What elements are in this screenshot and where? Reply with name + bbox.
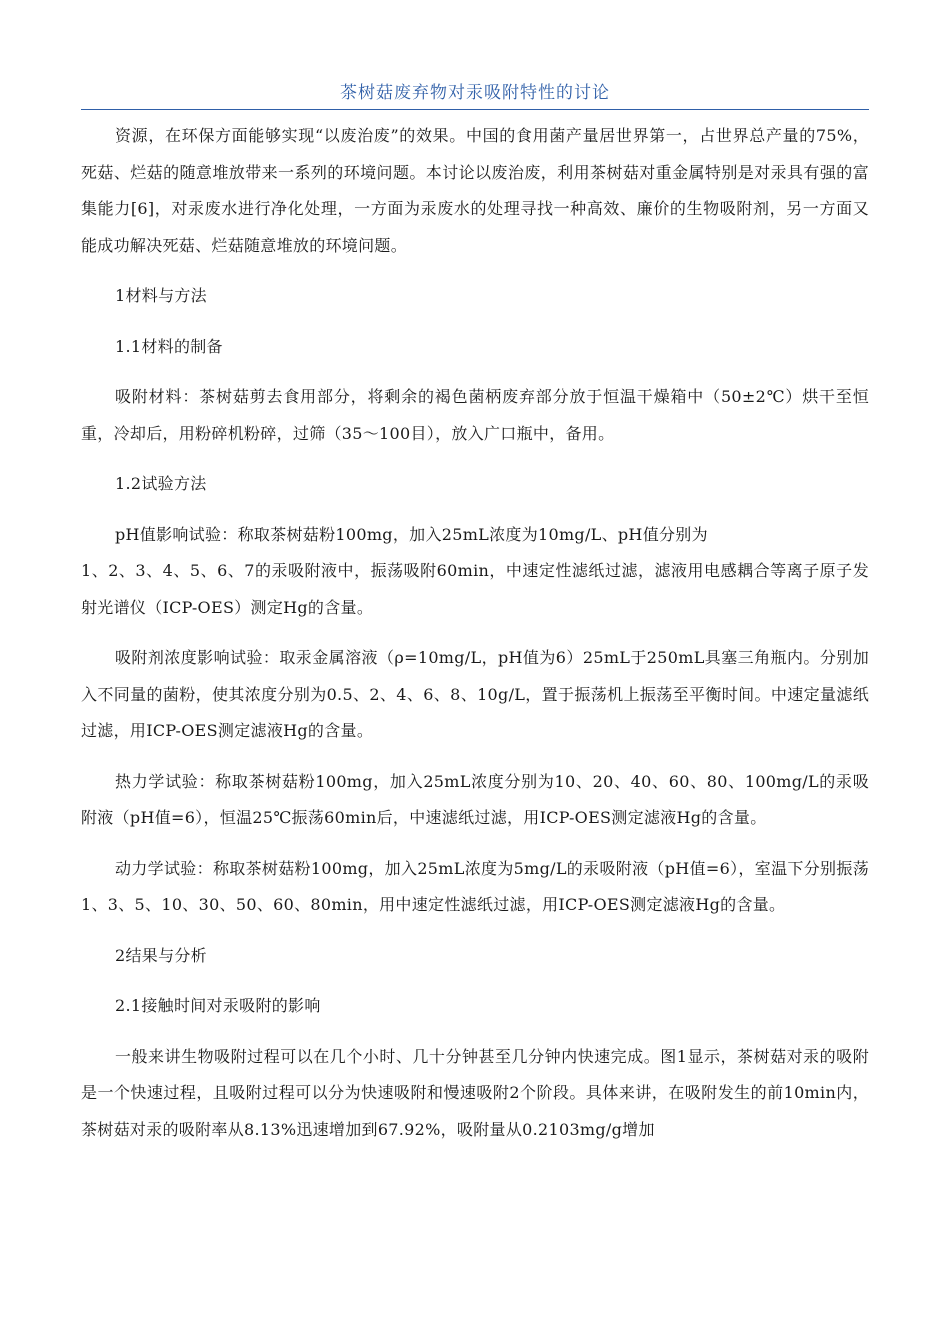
paragraph-contact-time: 一般来讲生物吸附过程可以在几个小时、几十分钟甚至几分钟内快速完成。图1显示，茶树菇对汞的吸附是一个快速过程，且吸附过程可以分为快速吸附和慢速吸附2个阶段。具体来讲，在吸附发生的前10min内，茶树菇对汞的吸附率从8.13%迅速增加到67.92%，吸附量从0.2103mg/g增加: [81, 1046, 869, 1139]
subsection-heading-1-1: 1.1材料的制备: [115, 336, 223, 356]
subsection-heading-2-1: 2.1接触时间对汞吸附的影响: [115, 996, 321, 1015]
running-header-title: 茶树菇废弃物对汞吸附特性的讨论: [340, 83, 610, 103]
section-heading-1: 1材料与方法: [115, 286, 207, 305]
document-body: [81, 118, 869, 1162]
paragraph-ph-test-cont: 1、2、3、4、5、6、7的汞吸附液中，振荡吸附60min，中速定性滤纸过滤，滤液用电感耦合等离子原子发射光谱仪（ICP-OES）测定Hg的含量。: [81, 561, 869, 617]
paragraph-ph-test-line1: pH值影响试验：称取茶树菇粉100mg，加入25mL浓度为10mg/L、pH值分别为: [115, 524, 708, 544]
paragraph-thermodynamics-test: 热力学试验：称取茶树菇粉100mg，加入25mL浓度分别为10、20、40、60、80、100mg/L的汞吸附液（pH值=6），恒温25℃振荡60min后，中速滤纸过滤，用ICP-OES测定滤液Hg的含量。: [81, 771, 869, 827]
header-rule: [81, 109, 869, 110]
paragraph-materials: 吸附材料：茶树菇剪去食用部分，将剩余的褐色菌柄废弃部分放于恒温干燥箱中（50±2℃）烘干至恒重，冷却后，用粉碎机粉碎，过筛（35～100目），放入广口瓶中，备用。: [81, 387, 869, 443]
paragraph-intro: 资源，在环保方面能够实现“以废治废”的效果。中国的食用菌产量居世界第一，占世界总产量的75%，死菇、烂菇的随意堆放带来一系列的环境问题。本讨论以废治废，利用茶树菇对重金属特别是对汞具有强的富集能力[6]，对汞废水进行净化处理，一方面为汞废水的处理寻找一种高效、廉价的生物吸附剂，另一方面又能成功解决死菇、烂菇随意堆放的环境问题。: [81, 126, 869, 255]
section-heading-2: 2结果与分析: [115, 945, 207, 965]
paragraph-kinetics-test: 动力学试验：称取茶树菇粉100mg，加入25mL浓度为5mg/L的汞吸附液（pH值=6），室温下分别振荡1、3、5、10、30、50、60、80min，用中速定性滤纸过滤，用ICP-OES测定滤液Hg的含量。: [81, 858, 869, 914]
paragraph-adsorbent-dose-test: 吸附剂浓度影响试验：取汞金属溶液（ρ=10mg/L，pH值为6）25mL于250mL具塞三角瓶内。分别加入不同量的菌粉，使其浓度分别为0.5、2、4、6、8、10g/L，置于振荡机上振荡至平衡时间。中速定量滤纸过滤，用ICP-OES测定滤液Hg的含量。: [81, 648, 869, 740]
subsection-heading-1-2: 1.2试验方法: [115, 474, 207, 493]
